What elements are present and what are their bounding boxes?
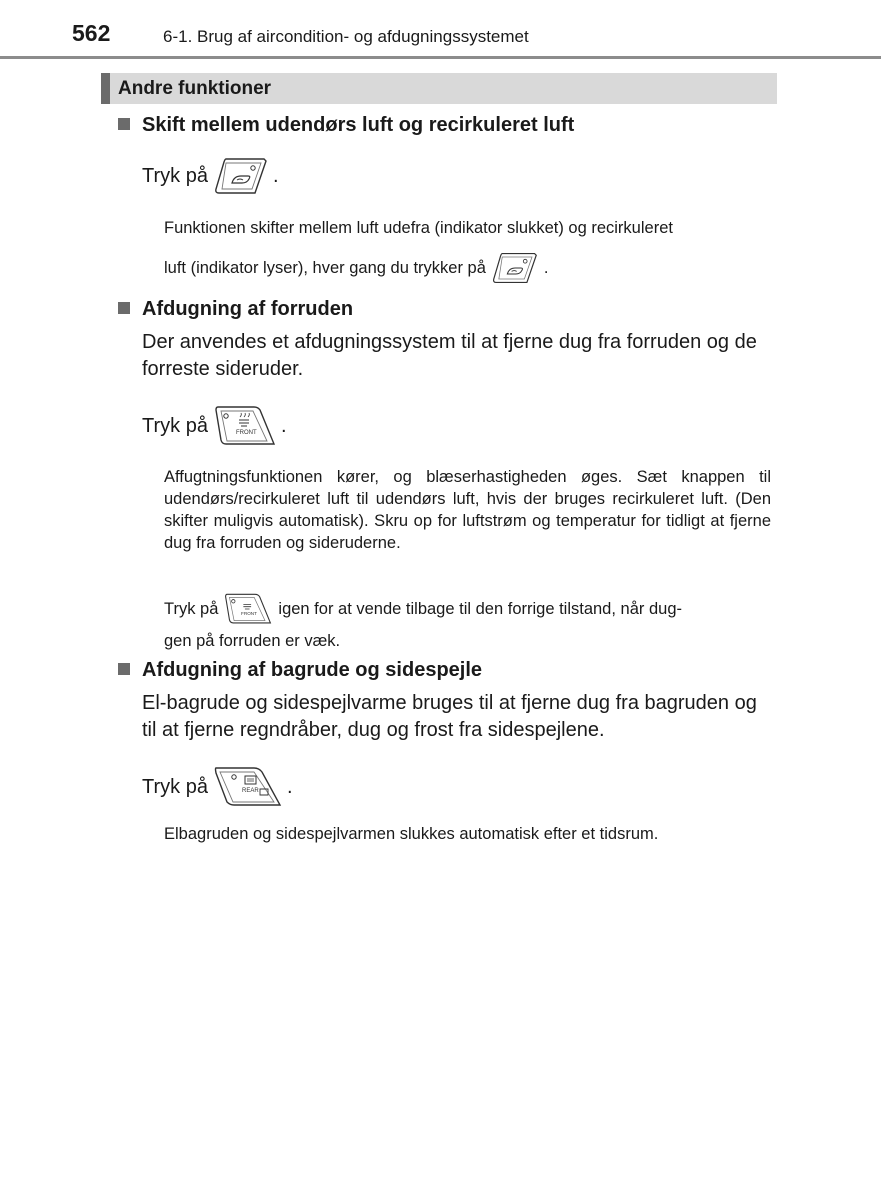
body-rear-defog: El-bagrude og sidespejlvarme bruges til at fjerne dug fra bagruden og til at fjerne regndråber, dug og frost fra sidespejlene. — [142, 692, 757, 741]
note-rear-defog: Elbagruden og sidespejlvarmen slukkes automatisk efter et tidsrum. — [164, 825, 659, 843]
inline-front-defog: Tryk på FRONT igen for at vende tilbage til den forrige tilstand, når dug- — [164, 592, 682, 626]
section-bar — [101, 73, 777, 104]
note-front-defog: Affugtningsfunktionen kører, og blæserhastigheden øges. Sæt knappen til udendørs/recirkuleret luft til udendørs luft, hvis der bruges recirkuleret luft. (Den skifter muligvis automatisk). Skru op for luftstrøm og temperatur for tidligt at fjerne dug fra forruden og sideruderne. — [164, 468, 771, 552]
front-label: FRONT — [235, 430, 257, 436]
press-recirculation: Tryk på . — [142, 156, 279, 196]
rear-label: REAR — [241, 788, 259, 794]
body-front-defog: Der anvendes et afdugningssystem til at fjerne dug fra forruden og de forreste sideruder. — [142, 331, 757, 380]
note-recirculation: Funktionen skifter mellem luft udefra (indikator slukket) og recirkuleret — [164, 219, 673, 237]
bullet-square-icon — [118, 663, 130, 675]
svg-text:FRONT: FRONT — [241, 611, 258, 617]
recirculation-button-icon — [490, 251, 540, 285]
recirculation-button-icon — [212, 156, 270, 196]
press-front-defog: Tryk på FRONT . — [142, 404, 287, 448]
press-rear-defog: Tryk på REAR . — [142, 765, 293, 809]
page-number: 562 — [72, 20, 111, 46]
subhead-front-defog: Afdugning af forruden — [118, 298, 353, 321]
bullet-square-icon — [118, 302, 130, 314]
front-defroster-button-icon — [212, 404, 278, 448]
chapter-title: 6-1. Brug af aircondition- og afdugningssystemet — [163, 27, 529, 46]
inline-front-defog-line2: gen på forruden er væk. — [164, 632, 341, 650]
note-recirculation-line2: luft (indikator lyser), hver gang du trykker på . — [164, 251, 548, 285]
subhead-recirculation: Skift mellem udendørs luft og recirkuleret luft — [118, 114, 574, 137]
rear-defroster-button-icon — [212, 765, 284, 809]
subhead-rear-defog: Afdugning af bagrude og sidespejle — [118, 659, 482, 682]
section-title: Andre funktioner — [118, 78, 272, 99]
bullet-square-icon — [118, 118, 130, 130]
front-defroster-button-icon — [222, 592, 274, 626]
header-rule — [0, 56, 881, 59]
